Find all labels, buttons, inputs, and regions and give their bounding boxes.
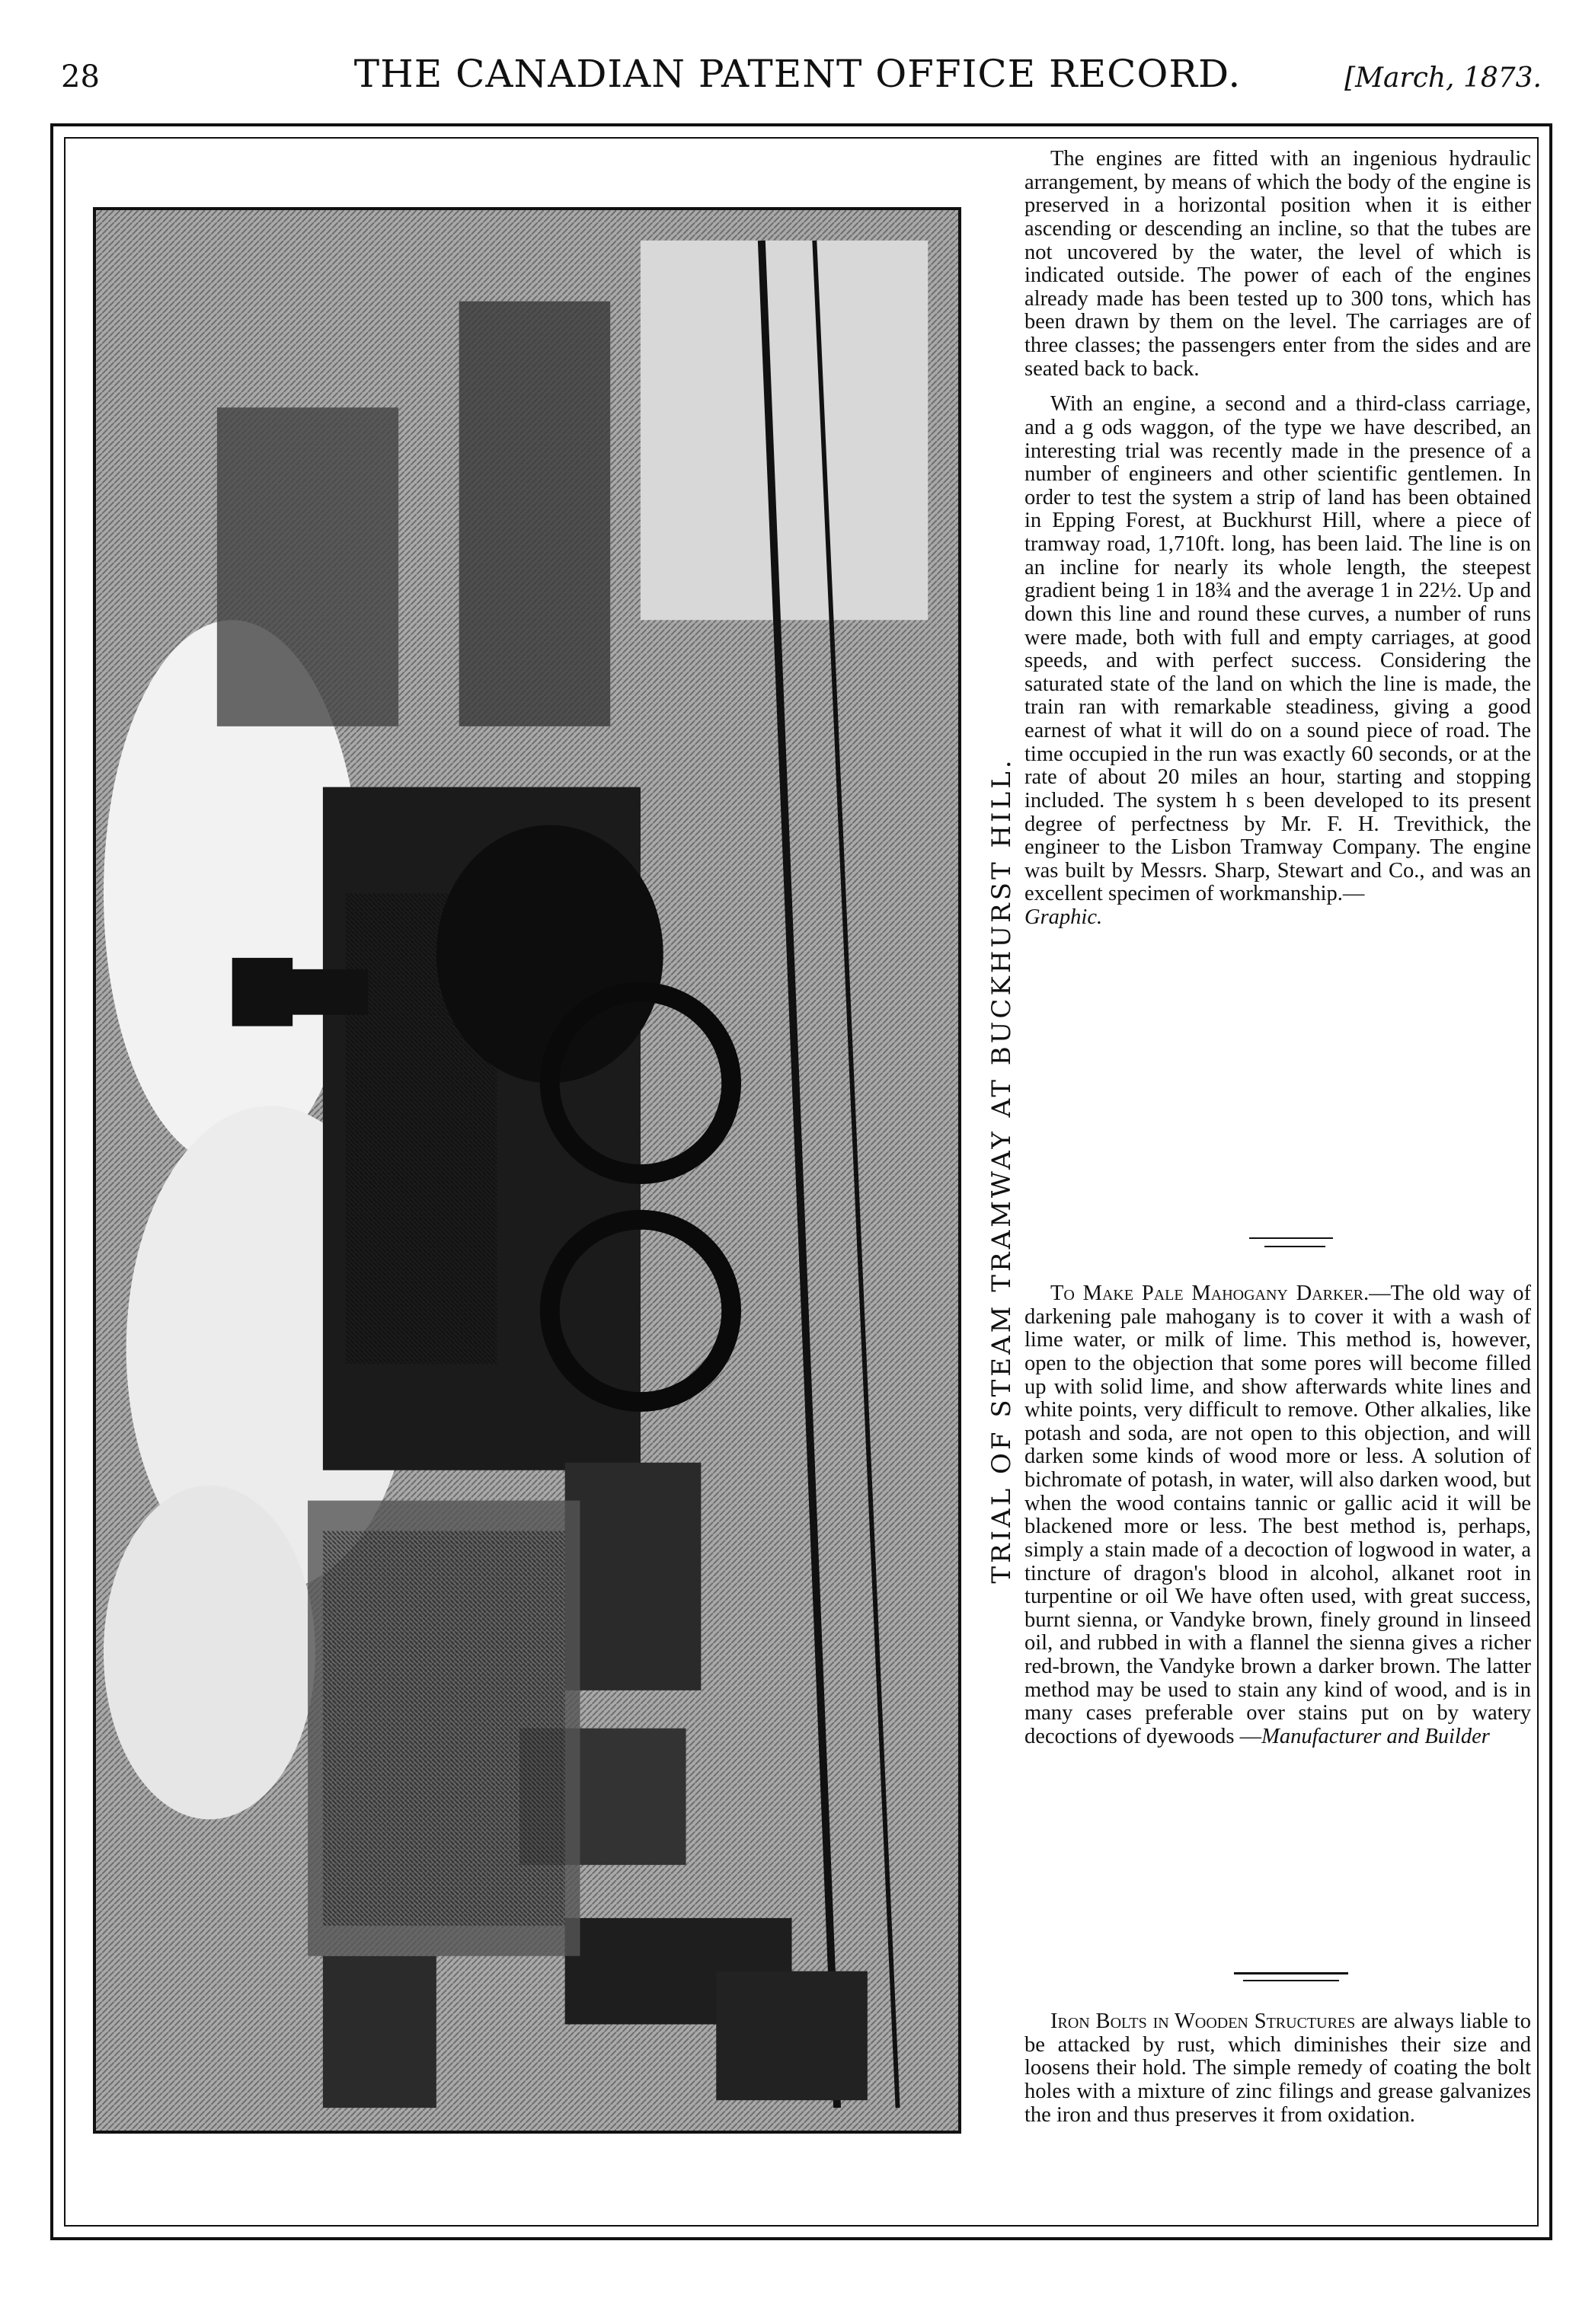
illustration-caption: TRIAL OF STEAM TRAMWAY AT BUCKHURST HILL.: [986, 757, 1017, 1584]
section-divider-lower: [1264, 1246, 1325, 1247]
article-separator-lower: [1243, 1980, 1339, 1981]
mahogany-body: —The old way of darkening pale mahogany is to cover it with a wash of lime water, or milk of lime. This method is, however, open to the objection that some pores will become filled up with solid lime, and show afterwards white lines and white points, very difficult to remove. Other alkalies, like potash and soda, are not open to this objection, and will darken some kinds of wood more or less. A solution of bichromate of potash, in water, will also darken wood, but when the wood contains tannic or gallic acid it will be blackened more or less. The best method is, perhaps, simply a stain made of a decoction of logwood in water, a tincture of dragon's blood in alcohol, alkanet root in turpentine or oil We have often used, with great success, burnt sienna, or Vandyke brown, finely ground in linseed oil, and rubbed in with a flannel the sienna gives a richer red-brown, the Vandyke brown a darker brown. The latter method may be used to stain any kind of wood, and is in many cases preferable over stains put on by watery decoctions of dyewoods —: [1024, 1282, 1531, 1748]
mahogany-source: Manufacturer and Builder: [1261, 1724, 1490, 1748]
issue-date: [March, 1873.: [1344, 62, 1542, 94]
running-title: THE CANADIAN PATENT OFFICE RECORD.: [353, 52, 1242, 96]
tramway-paragraph-1: The engines are fitted with an ingenious hydraulic arrangement, by means of which the body of the engine is preserved in a horizontal position when it is either ascending or descending an incline, so that the tubes are not uncovered by the water, the level of which is indicated outside. The power of each of the engines already made has been tested up to 300 tons, which has been drawn by them on the level. The carriages are of three classes; the passengers enter from the sides and are seated back to back.: [1024, 147, 1531, 381]
article-mahogany: [1024, 1282, 1531, 1749]
article-iron-bolts: [1024, 2010, 1531, 2127]
tramway-paragraph-2-text: With an engine, a second and a third-class carriage, and a g ods waggon, of the type we have described, an interesting trial was recently made in the presence of a number of engineers and other scientific gentlemen. In order to test the system a strip of land has been obtained in Epping Forest, at Buckhurst Hill, where a piece of tramway road, 1,710ft. long, has been laid. The line is on an incline for nearly its whole length, the steepest gradient being 1 in 18¾ and the average 1 in 22½. Up and down this line and round these curves, a number of runs were made, both with full and empty carriages, at good speeds, and with perfect success. Considering the saturated state of the land on which the line is made, the train ran with remarkable steadiness, giving a good earnest of what it will do on a sound piece of road. The time occupied in the run was exactly 60 seconds, or at the rate of about 20 miles an hour, starting and stopping included. The system h s been developed to its present degree of perfectness by Mr. F. H. Trevithick, the engineer to the Lisbon Tramway Company. The engine was built by Messrs. Sharp, Stewart and Co., and was an excellent specimen of workmanship.—: [1024, 392, 1531, 906]
iron-bolts-heading: Iron Bolts in Wooden Structures: [1050, 2010, 1356, 2033]
iron-bolts-paragraph: [1024, 2010, 1531, 2127]
tramway-source: Graphic.: [1024, 905, 1103, 929]
iron-bolts-body: are always liable to be attacked by rust, which diminishes their size and loosens their hold. The simple remedy of coating the bolt holes with a mixture of zinc filings and grease galvanizes the iron and thus preserves it from oxidation.: [1024, 2010, 1531, 2127]
engraving-image: [96, 210, 958, 2131]
section-divider: [1249, 1237, 1333, 1239]
tramway-engraving: [93, 207, 961, 2134]
mahogany-paragraph: [1024, 1282, 1531, 1749]
mahogany-heading: To Make Pale Mahogany Darker.: [1050, 1282, 1370, 1305]
article-separator: [1234, 1972, 1348, 1974]
page-header: [0, 46, 1595, 107]
article-tramway: [1024, 148, 1531, 930]
tramway-paragraph-2: [1024, 393, 1531, 929]
page-number: 28: [61, 59, 100, 94]
